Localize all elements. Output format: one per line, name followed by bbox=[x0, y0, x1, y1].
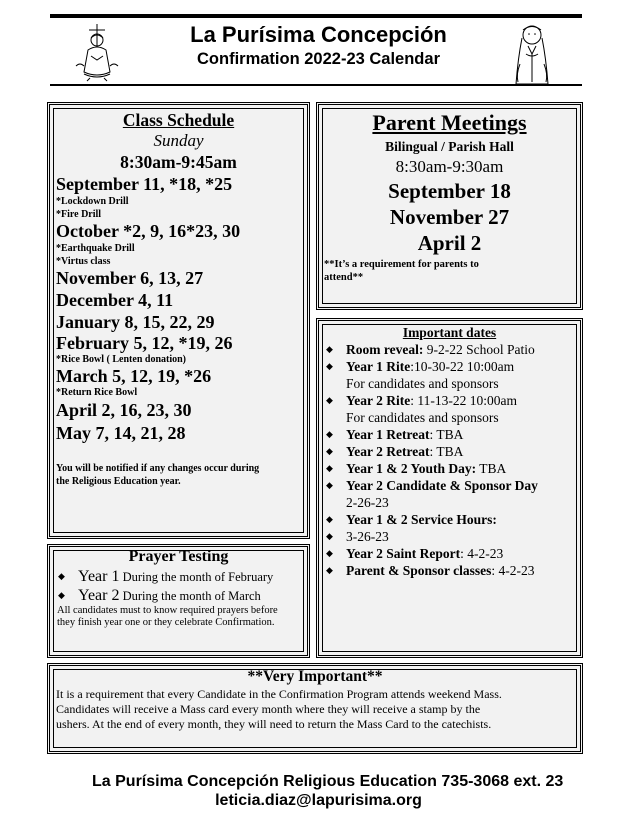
class-feb-note: *Rice Bowl ( Lenten donation) bbox=[56, 354, 186, 365]
page-subtitle: Confirmation 2022-23 Calendar bbox=[197, 50, 440, 68]
important-date-item: ◆ Year 2 Rite: 11-13-22 10:00am bbox=[326, 393, 517, 408]
diamond-bullet-icon: ◆ bbox=[326, 463, 333, 473]
important-date-item: ◆ Year 2 Retreat: TBA bbox=[326, 444, 464, 459]
diamond-bullet-icon: ◆ bbox=[326, 548, 333, 558]
parent-meetings-heading: Parent Meetings bbox=[372, 110, 527, 135]
class-time: 8:30am-9:45am bbox=[120, 152, 237, 172]
important-date-item: ◆ Year 1 & 2 Youth Day: TBA bbox=[326, 461, 507, 476]
important-date-subline: For candidates and sponsors bbox=[346, 410, 499, 425]
very-important-line1: It is a requirement that every Candidate in the Confirmation Program attends weekend Mass. bbox=[56, 687, 502, 701]
diamond-bullet-icon: ◆ bbox=[58, 590, 65, 600]
class-nov: November 6, 13, 27 bbox=[56, 268, 204, 288]
header-rule bbox=[50, 84, 582, 86]
diamond-bullet-icon: ◆ bbox=[326, 429, 333, 439]
page-title: La Purísima Concepción bbox=[190, 22, 447, 47]
parent-meetings-location: Bilingual / Parish Hall bbox=[385, 139, 514, 154]
very-important-line3: ushers. At the end of every month, they will need to return the Mass Card to the catechists. bbox=[56, 717, 492, 731]
prayer-testing-heading: Prayer Testing bbox=[128, 548, 229, 565]
class-dec: December 4, 11 bbox=[56, 290, 174, 310]
virgin-mary-drawing bbox=[506, 24, 558, 88]
class-mar-note: *Return Rice Bowl bbox=[56, 387, 138, 398]
class-schedule-heading: Class Schedule bbox=[122, 110, 235, 130]
class-sep-note1: *Lockdown Drill bbox=[56, 196, 129, 207]
class-may: May 7, 14, 21, 28 bbox=[56, 423, 186, 443]
important-date-item: ◆ Year 2 Saint Report: 4-2-23 bbox=[326, 546, 504, 561]
diamond-bullet-icon: ◆ bbox=[326, 446, 333, 456]
parent-meeting-date-1: September 18 bbox=[388, 179, 511, 203]
class-sep-note2: *Fire Drill bbox=[56, 209, 102, 220]
class-sep: September 11, *18, *25 bbox=[56, 174, 233, 194]
top-rule bbox=[50, 14, 582, 18]
footer-email[interactable]: leticia.diaz@lapurisima.org bbox=[215, 792, 422, 809]
important-date-subline: For candidates and sponsors bbox=[346, 376, 499, 391]
parent-meetings-time: 8:30am-9:30am bbox=[395, 157, 504, 176]
prayer-testing-note-line2: they finish year one or they celebrate Confirmation. bbox=[57, 617, 275, 628]
important-date-subline: 2-26-23 bbox=[346, 495, 389, 510]
important-date-item: ◆ Year 1 Retreat: TBA bbox=[326, 427, 464, 442]
parent-meetings-note-line1: **It’s a requirement for parents to bbox=[324, 259, 479, 270]
class-oct: October *2, 9, 16*23, 30 bbox=[56, 221, 241, 241]
class-notice-line1: You will be notified if any changes occur during bbox=[56, 463, 260, 474]
prayer-testing-year2: ◆ Year 2 During the month of March bbox=[58, 587, 261, 604]
very-important-line2: Candidates will receive a Mass card every month where they will receive a stamp by the bbox=[56, 702, 481, 716]
class-jan: January 8, 15, 22, 29 bbox=[56, 312, 215, 332]
important-date-item: ◆ 3-26-23 bbox=[326, 529, 389, 544]
prayer-testing-note-line1: All candidates must to know required prayers before bbox=[57, 605, 278, 616]
parent-meeting-date-3: April 2 bbox=[417, 231, 482, 255]
diamond-bullet-icon: ◆ bbox=[326, 344, 333, 354]
diamond-bullet-icon: ◆ bbox=[326, 531, 333, 541]
important-date-item: ◆ Year 1 Rite:10-30-22 10:00am bbox=[326, 359, 515, 374]
diamond-bullet-icon: ◆ bbox=[58, 571, 65, 581]
child-with-cross-drawing bbox=[70, 22, 124, 82]
diamond-bullet-icon: ◆ bbox=[326, 395, 333, 405]
important-dates-heading: Important dates bbox=[402, 325, 497, 340]
important-date-item: ◆ Year 2 Candidate & Sponsor Day bbox=[326, 478, 538, 493]
prayer-testing-year1: ◆ Year 1 During the month of February bbox=[58, 568, 274, 585]
class-day: Sunday bbox=[153, 131, 204, 150]
very-important-heading: **Very Important** bbox=[247, 668, 383, 685]
class-notice-line2: the Religious Education year. bbox=[56, 476, 181, 487]
class-apr: April 2, 16, 23, 30 bbox=[56, 400, 192, 420]
diamond-bullet-icon: ◆ bbox=[326, 514, 333, 524]
class-oct-note2: *Virtus class bbox=[56, 256, 111, 267]
parent-meetings-note-line2: attend** bbox=[324, 272, 364, 283]
diamond-bullet-icon: ◆ bbox=[326, 361, 333, 371]
class-oct-note1: *Earthquake Drill bbox=[56, 243, 135, 254]
class-mar: March 5, 12, 19, *26 bbox=[56, 366, 212, 386]
important-date-item: ◆ Parent & Sponsor classes: 4-2-23 bbox=[326, 563, 535, 578]
diamond-bullet-icon: ◆ bbox=[326, 480, 333, 490]
important-date-item: ◆ Room reveal: 9-2-22 School Patio bbox=[326, 342, 535, 357]
class-feb: February 5, 12, *19, 26 bbox=[56, 333, 233, 353]
diamond-bullet-icon: ◆ bbox=[326, 565, 333, 575]
footer-contact: La Purísima Concepción Religious Education 735-3068 ext. 23 bbox=[92, 773, 564, 790]
important-date-item: ◆ Year 1 & 2 Service Hours: bbox=[326, 512, 497, 527]
parent-meeting-date-2: November 27 bbox=[389, 205, 510, 229]
